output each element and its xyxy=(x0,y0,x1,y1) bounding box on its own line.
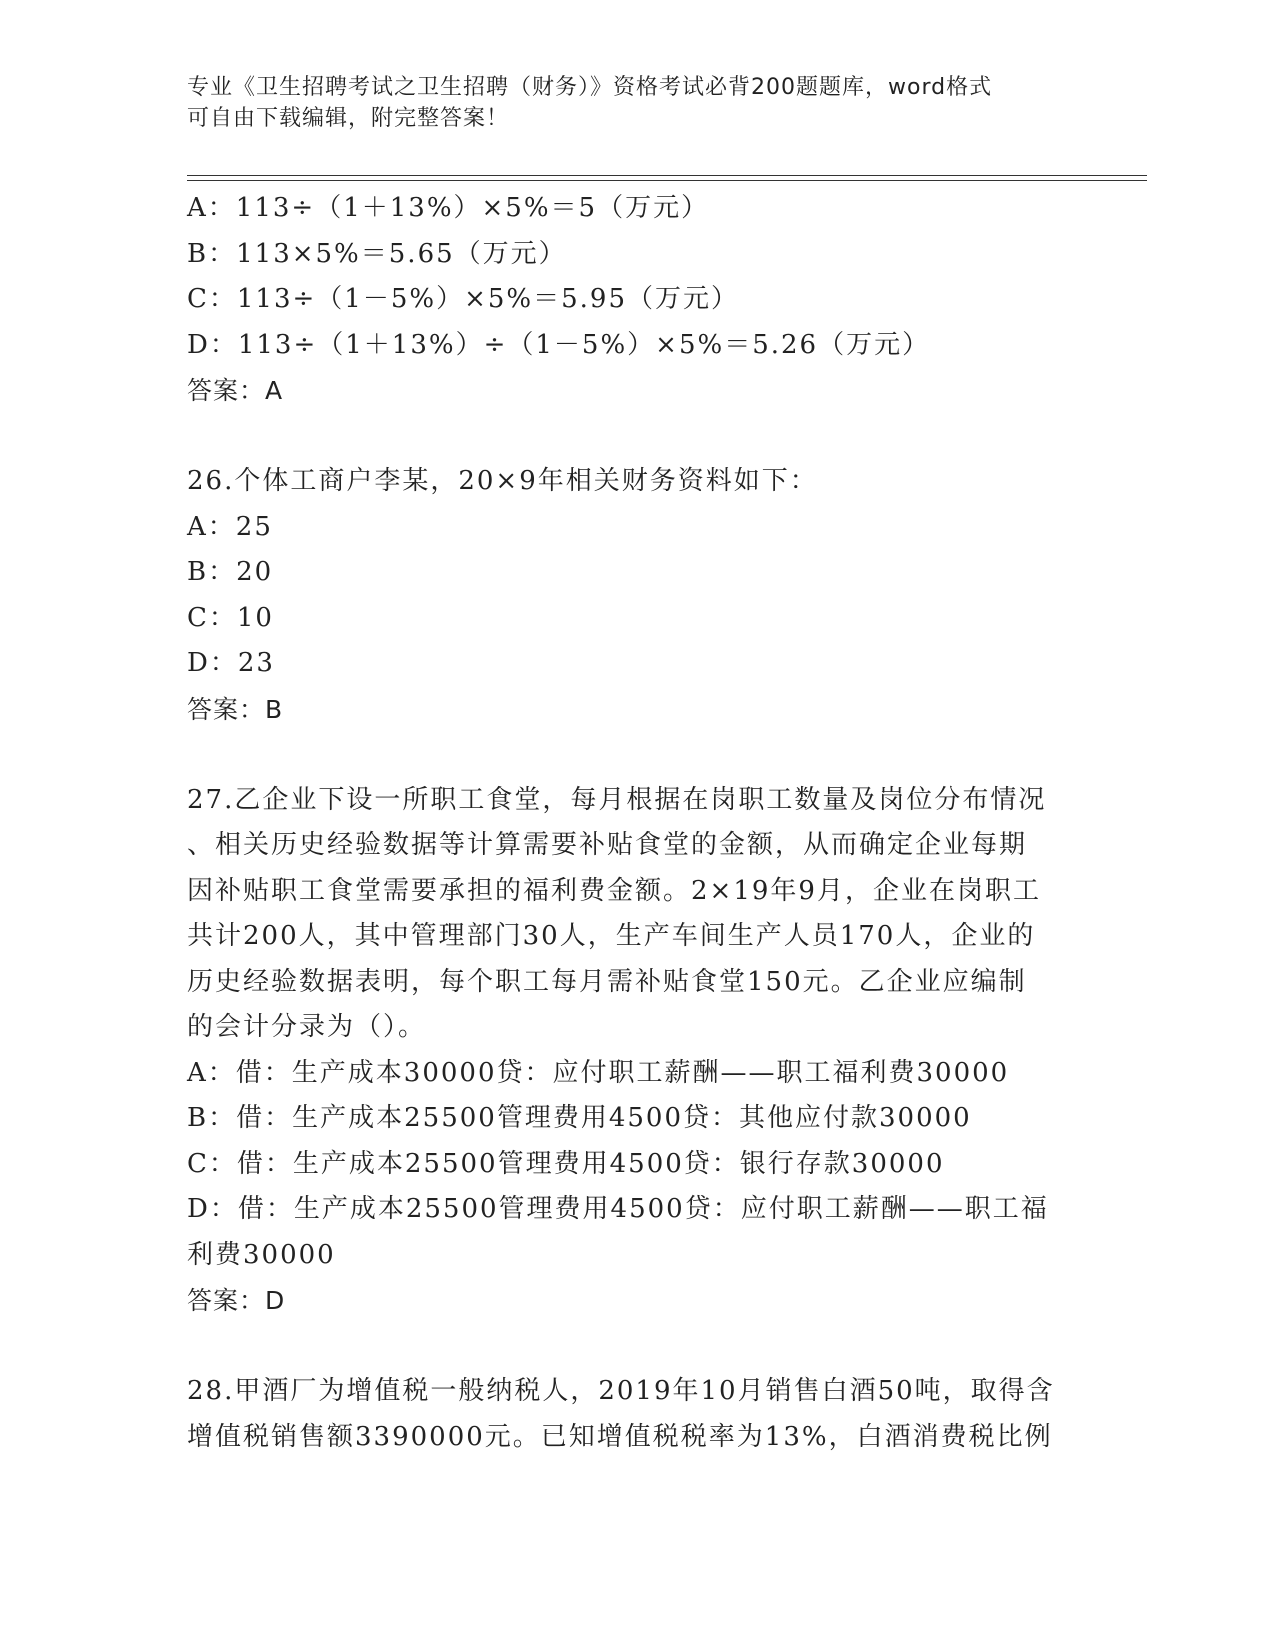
question-28 xyxy=(187,1369,1082,1460)
header-title-line-2: 可自由下载编辑，附完整答案！ xyxy=(187,106,510,131)
question-26 xyxy=(187,459,1082,732)
answer: 答案：D xyxy=(187,1286,286,1315)
question-stem-line: 历史经验数据表明，每个职工每月需补贴食堂150元。乙企业应编制 xyxy=(187,966,1027,997)
question-stem-line: 、相关历史经验数据等计算需要补贴食堂的金额，从而确定企业每期 xyxy=(187,830,1028,860)
option-c: C：10 xyxy=(187,602,274,633)
spacer xyxy=(187,414,1082,460)
question-stem-line: 因补贴职工食堂需要承担的福利费金额。2×19年9月，企业在岗职工 xyxy=(187,875,1041,906)
answer: 答案：A xyxy=(187,376,284,405)
option-b: B：借：生产成本25500管理费用4500贷：其他应付款30000 xyxy=(187,1103,972,1133)
spacer xyxy=(187,732,1082,778)
option-d: D：23 xyxy=(187,648,275,678)
question-25 xyxy=(187,186,1082,414)
question-stem-line: 28.甲酒厂为增值税一般纳税人，2019年10月销售白酒50吨，取得含 xyxy=(187,1376,1055,1406)
question-stem: 26.个体工商户李某，20×9年相关财务资料如下： xyxy=(187,466,818,496)
option-b: B：20 xyxy=(187,557,274,587)
header-divider-top xyxy=(187,175,1147,176)
question-stem-line: 共计200人，其中管理部门30人，生产车间生产人员170人，企业的 xyxy=(187,921,1036,951)
question-stem-line: 27.乙企业下设一所职工食堂，每月根据在岗职工数量及岗位分布情况 xyxy=(187,784,1047,815)
option-d: D：113÷（1＋13%）÷（1－5%）×5%＝5.26（万元） xyxy=(187,329,931,360)
option-a: A：借：生产成本30000贷：应付职工薪酬——职工福利费30000 xyxy=(187,1057,1010,1088)
header-title-line-1: 专业《卫生招聘考试之卫生招聘（财务）》资格考试必背200题题库，word格式 xyxy=(187,75,993,100)
answer: 答案：B xyxy=(187,694,284,724)
option-b: B：113×5%＝5.65（万元） xyxy=(187,238,567,269)
document-header xyxy=(187,72,1067,134)
option-c: C：借：生产成本25500管理费用4500贷：银行存款30000 xyxy=(187,1148,945,1179)
question-stem-line: 增值税销售额3390000元。已知增值税税率为13%，白酒消费税比例 xyxy=(187,1421,1053,1452)
header-divider-bottom xyxy=(187,180,1147,181)
option-a: A：113÷（1＋13%）×5%＝5（万元） xyxy=(187,193,710,223)
option-d-continued: 利费30000 xyxy=(187,1239,336,1270)
option-d: D：借：生产成本25500管理费用4500贷：应付职工薪酬——职工福 xyxy=(187,1194,1049,1224)
spacer xyxy=(187,1324,1082,1370)
question-content xyxy=(187,186,1082,1460)
question-27 xyxy=(187,778,1082,1324)
option-a: A：25 xyxy=(187,511,273,542)
question-stem-line: 的会计分录为（）。 xyxy=(187,1012,427,1042)
option-c: C：113÷（1－5%）×5%＝5.95（万元） xyxy=(187,284,740,314)
